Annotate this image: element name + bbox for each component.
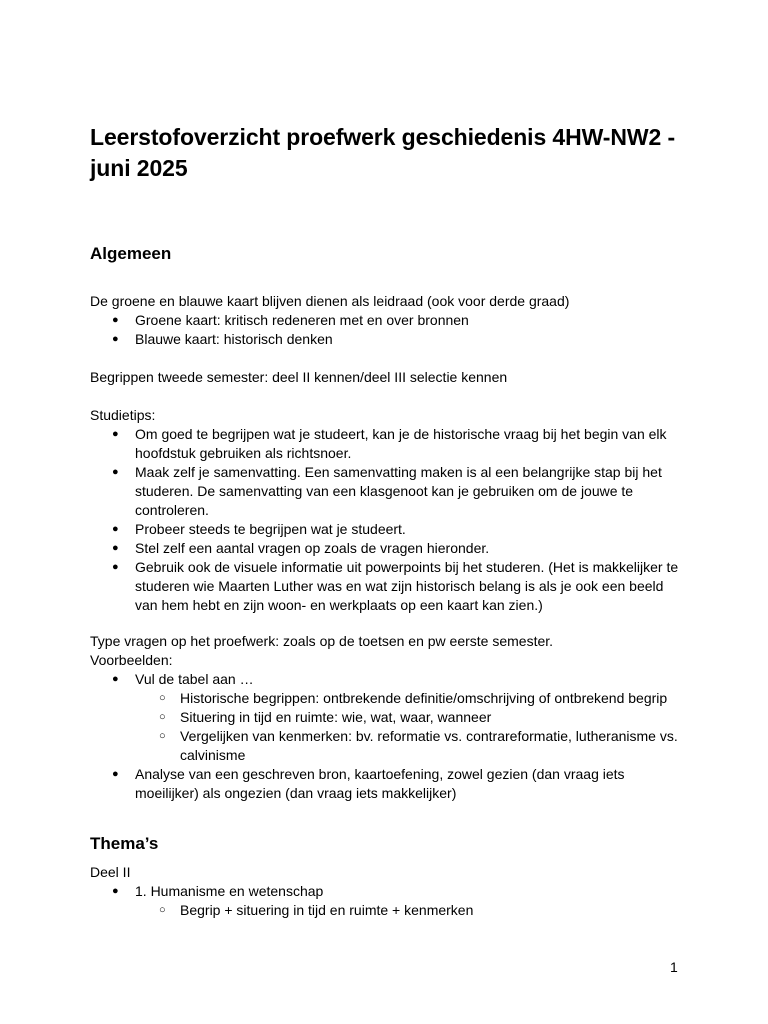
bullet-icon: ● bbox=[112, 314, 119, 326]
section-heading-themas: Thema’s bbox=[90, 834, 159, 853]
page-number: 1 bbox=[670, 959, 678, 975]
sublist-item-text: Vergelijken van kenmerken: bv. reformatie vs. contrareformatie, lutheranisme vs. calvinisme bbox=[180, 728, 678, 763]
list-item bbox=[90, 311, 680, 330]
themas-block bbox=[90, 863, 680, 920]
document-title: Leerstofoverzicht proefwerk geschiedenis 4HW-NW2 - juni 2025 bbox=[90, 124, 676, 181]
begrippen-paragraph: Begrippen tweede semester: deel II kennen/deel III selectie kennen bbox=[90, 369, 508, 385]
intro-paragraph: De groene en blauwe kaart blijven dienen als leidraad (ook voor derde graad) bbox=[90, 293, 570, 309]
list-item bbox=[90, 882, 680, 920]
list-item bbox=[90, 670, 680, 765]
studietips-block bbox=[90, 406, 680, 615]
bullet-icon: ● bbox=[112, 333, 119, 345]
bullet-icon: ● bbox=[112, 523, 119, 535]
bullet-icon: ● bbox=[112, 673, 119, 685]
list-item-text: Probeer steeds te begrijpen wat je studeert. bbox=[135, 521, 406, 537]
list-item bbox=[90, 425, 680, 463]
sublist bbox=[135, 689, 680, 765]
list-item bbox=[90, 539, 680, 558]
sublist-item-text: Historische begrippen: ontbrekende definitie/omschrijving of ontbrekend begrip bbox=[180, 690, 668, 706]
list-item-text: Groene kaart: kritisch redeneren met en over bronnen bbox=[135, 312, 469, 328]
kaarten-list bbox=[90, 311, 680, 349]
bullet-icon: ● bbox=[112, 542, 119, 554]
sublist bbox=[135, 901, 680, 920]
list-item-text: Maak zelf je samenvatting. Een samenvatting maken is al een belangrijke stap bij het studeren. De samenvatting van een klasgenoot kan je gebruiken om de jouwe te controleren. bbox=[135, 464, 662, 518]
circle-bullet-icon: ○ bbox=[159, 904, 166, 916]
bullet-icon: ● bbox=[112, 768, 119, 780]
voorbeelden-label: Voorbeelden: bbox=[90, 652, 173, 668]
list-item-text: Om goed te begrijpen wat je studeert, kan je de historische vraag bij het begin van elk hoofdstuk gebruiken als richtsnoer. bbox=[135, 426, 667, 461]
bullet-icon: ● bbox=[112, 466, 119, 478]
vragen-block bbox=[90, 632, 680, 803]
begrippen-block bbox=[90, 368, 680, 387]
bullet-icon: ● bbox=[112, 561, 119, 573]
sublist-item bbox=[135, 727, 680, 765]
circle-bullet-icon: ○ bbox=[159, 730, 166, 742]
bullet-icon: ● bbox=[112, 885, 119, 897]
list-item bbox=[90, 520, 680, 539]
list-item bbox=[90, 558, 680, 615]
section-heading-algemeen: Algemeen bbox=[90, 244, 172, 263]
sublist-item bbox=[135, 708, 680, 727]
list-item-text: Blauwe kaart: historisch denken bbox=[135, 331, 333, 347]
list-item-text: Vul de tabel aan … bbox=[135, 671, 254, 687]
circle-bullet-icon: ○ bbox=[159, 692, 166, 704]
type-vragen-paragraph: Type vragen op het proefwerk: zoals op de toetsen en pw eerste semester. bbox=[90, 633, 554, 649]
sublist-item bbox=[135, 689, 680, 708]
voorbeelden-list bbox=[90, 670, 680, 803]
studietips-list bbox=[90, 425, 680, 615]
list-item bbox=[90, 463, 680, 520]
intro-block bbox=[90, 292, 680, 349]
studietips-label: Studietips: bbox=[90, 407, 156, 423]
sublist-item bbox=[135, 901, 680, 920]
list-item-text: 1. Humanisme en wetenschap bbox=[135, 883, 324, 899]
sublist-item-text: Begrip + situering in tijd en ruimte + kenmerken bbox=[180, 902, 474, 918]
list-item-text: Stel zelf een aantal vragen op zoals de vragen hieronder. bbox=[135, 540, 490, 556]
bullet-icon: ● bbox=[112, 428, 119, 440]
themas-list bbox=[90, 882, 680, 920]
list-item-text: Analyse van een geschreven bron, kaartoefening, zowel gezien (dan vraag iets moeilijker) als ongezien (dan vraag iets makkelijker) bbox=[135, 766, 625, 801]
sublist-item-text: Situering in tijd en ruimte: wie, wat, waar, wanneer bbox=[180, 709, 492, 725]
circle-bullet-icon: ○ bbox=[159, 711, 166, 723]
list-item-text: Gebruik ook de visuele informatie uit powerpoints bij het studeren. (Het is makkelijker te studeren wie Maarten Luther was en wat zijn historisch belang is als je ook een beeld van hem hebt en zijn woon- en werkplaats op een kaart kan zien.) bbox=[135, 559, 679, 613]
list-item bbox=[90, 765, 680, 803]
deel-label: Deel II bbox=[90, 864, 131, 880]
list-item bbox=[90, 330, 680, 349]
